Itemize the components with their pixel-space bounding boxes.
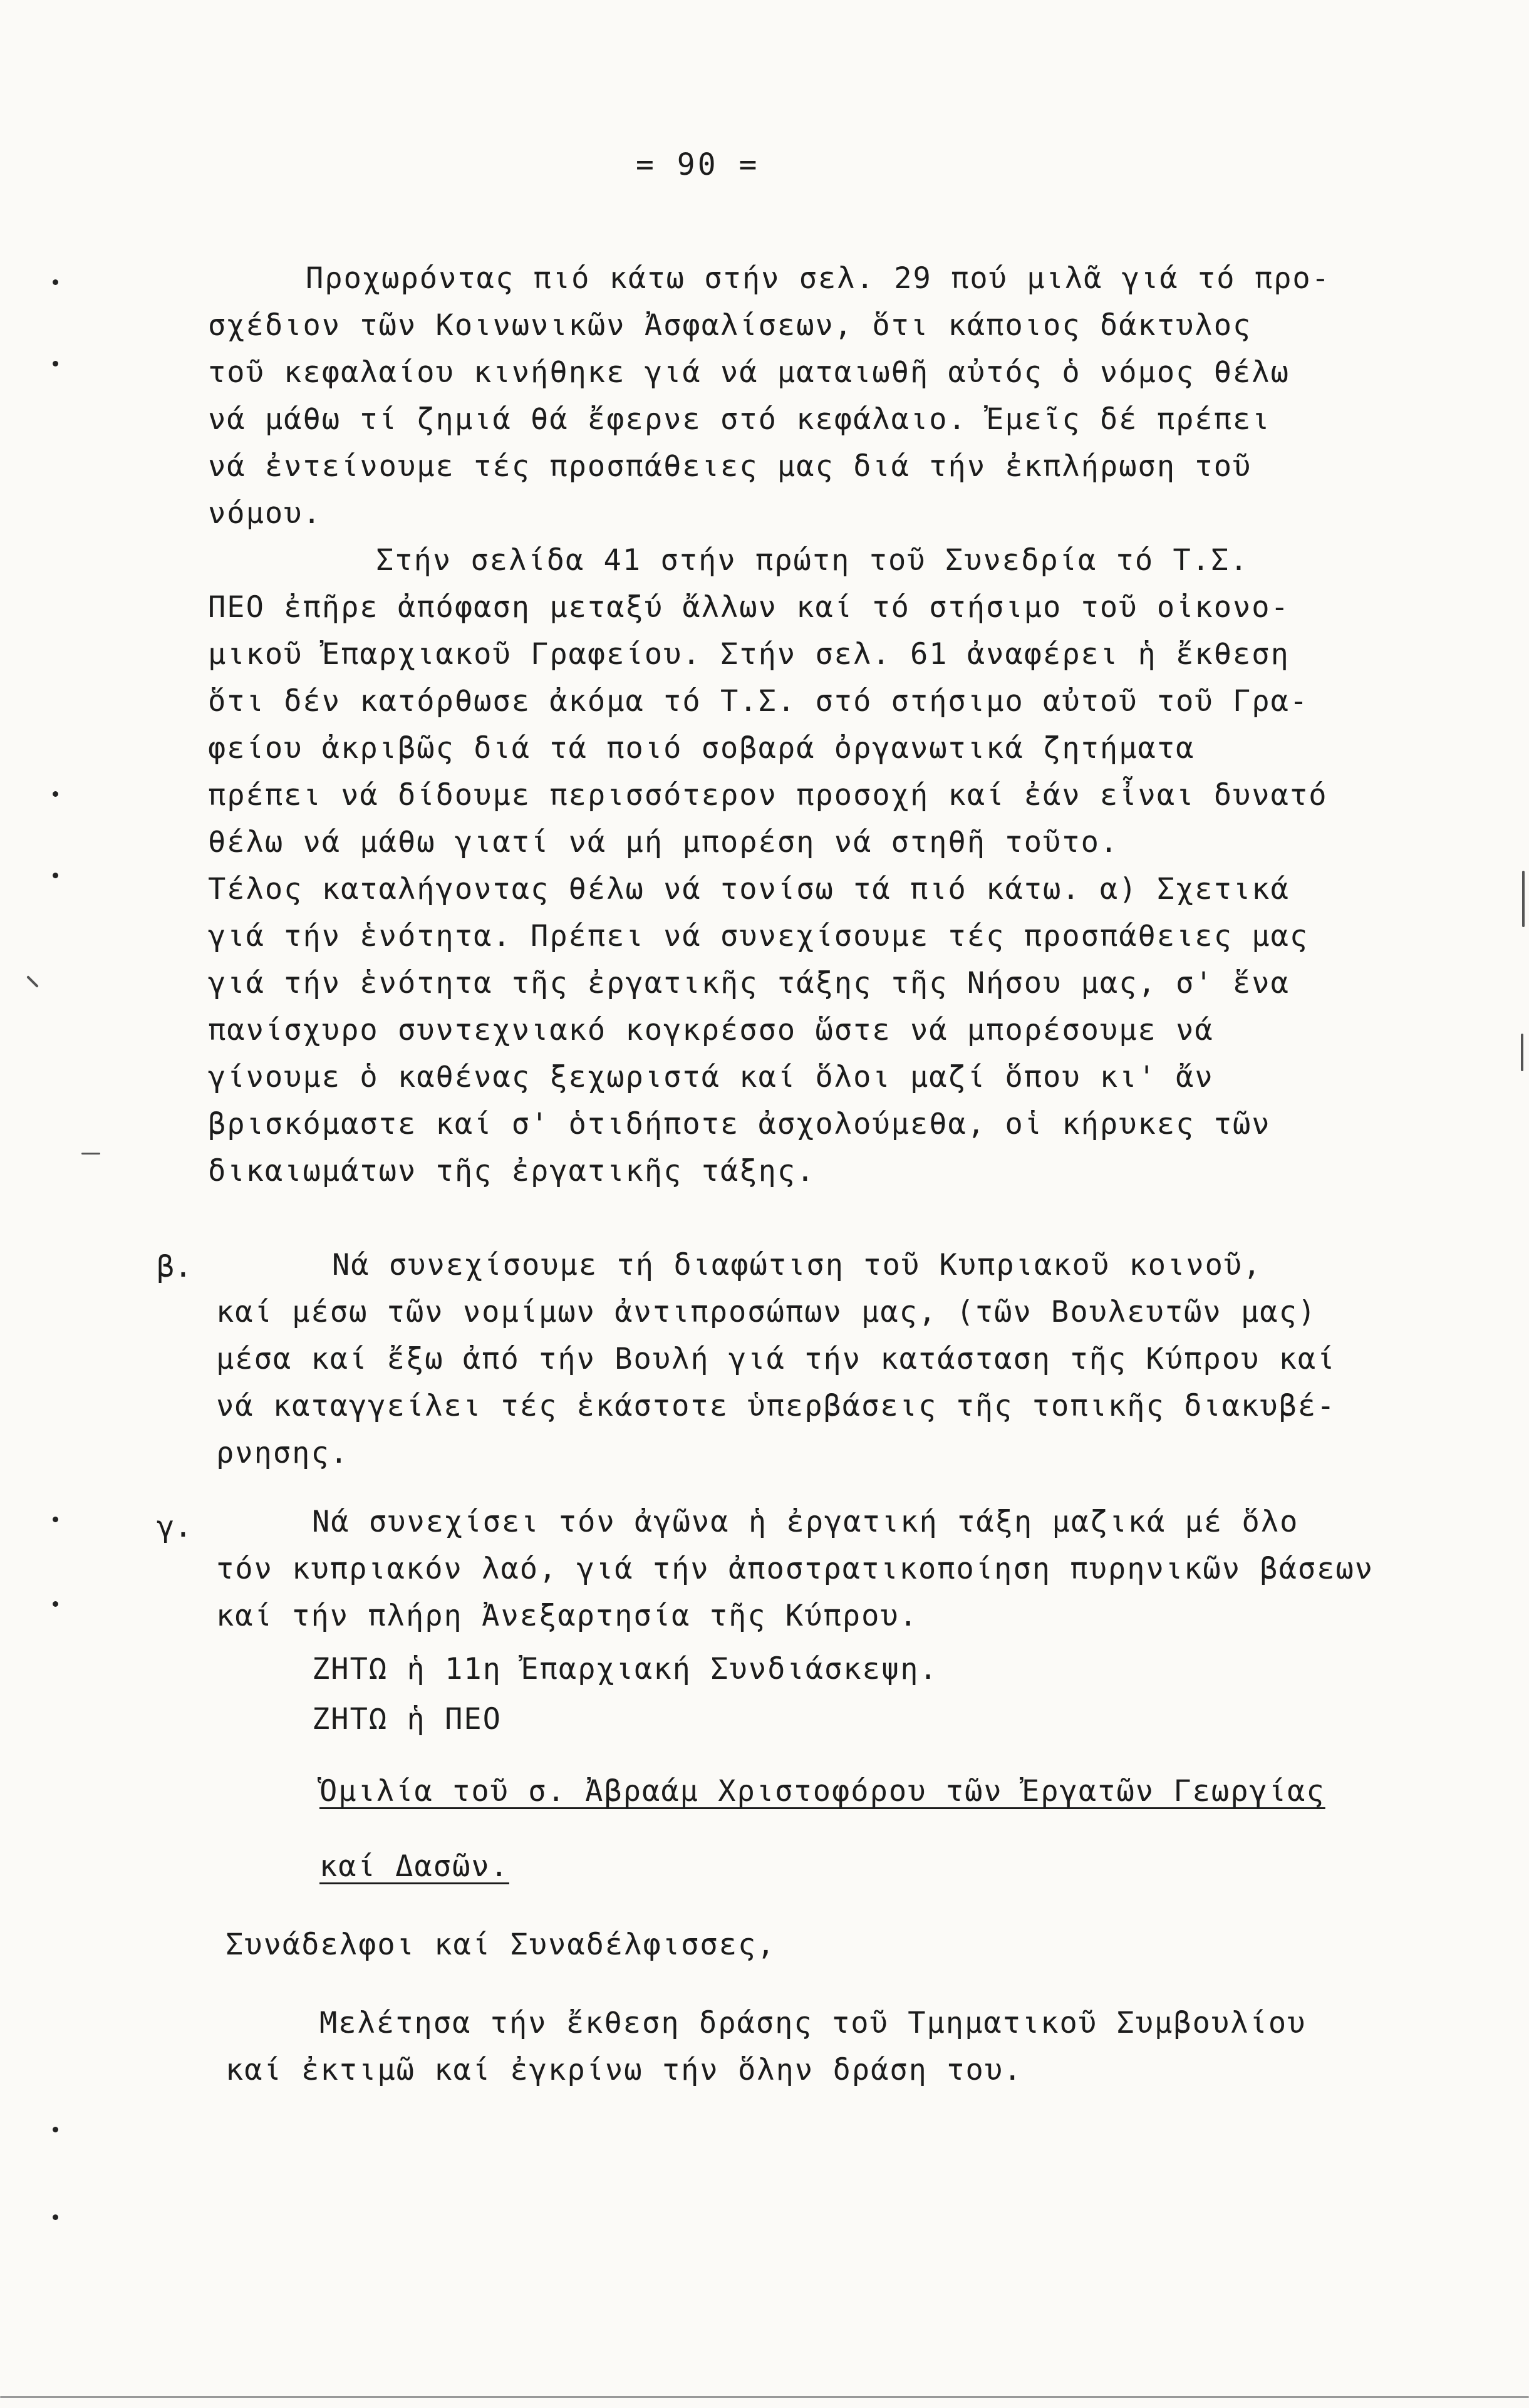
- closing-line: Μελέτησα τήν ἔκθεση δράσης τοῦ Τμηματικοῦ Συμβουλίου: [319, 2006, 1307, 2040]
- scan-dot: [53, 361, 58, 366]
- scan-mark: [1522, 871, 1525, 927]
- scan-dot: [53, 2127, 58, 2132]
- scan-dot: [53, 279, 58, 285]
- paragraph1-line: νά μάθω τί ζημιά θά ἔφερνε στό κεφάλαιο. Ἐμεῖς δέ πρέπει: [208, 402, 1271, 437]
- paragraph2-line: φείου ἀκριβῶς διά τά ποιό σοβαρά ὀργανωτικά ζητήματα: [208, 731, 1195, 765]
- item-c-line: καί τήν πλήρη Ἀνεξαρτησία τῆς Κύπρου.: [216, 1599, 918, 1633]
- scan-mark: [1521, 1034, 1523, 1071]
- item-b-line: νά καταγγείλει τές ἑκάστοτε ὑπερβάσεις τῆς τοπικῆς διακυβέ-: [216, 1389, 1336, 1423]
- item-c-line: τόν κυπριακόν λαό, γιά τήν ἀποστρατικοποίηση πυρηνικῶν βάσεων: [216, 1552, 1374, 1586]
- paragraph2-line: Στήν σελίδα 41 στήν πρώτη τοῦ Συνεδρία τό Τ.Σ.: [376, 543, 1249, 578]
- paragraph2-line: γιά τήν ἑνότητα τῆς ἐργατικῆς τάξης τῆς Νήσου μας, σ' ἕνα: [208, 966, 1290, 1000]
- closing-line: καί ἐκτιμῶ καί ἐγκρίνω τήν ὅλην δράση του.: [225, 2053, 1023, 2087]
- item-b-line: μέσα καί ἔξω ἀπό τήν Βουλή γιά τήν κατάσταση τῆς Κύπρου καί: [216, 1342, 1336, 1376]
- paragraph2-line: Τέλος καταλήγοντας θέλω νά τονίσω τά πιό κάτω. α) Σχετικά: [208, 872, 1290, 906]
- paragraph1-line: σχέδιον τῶν Κοινωνικῶν Ἀσφαλίσεων, ὅτι κάποιος δάκτυλος: [208, 308, 1252, 343]
- item-b-line: καί μέσω τῶν νομίμων ἀντιπροσώπων μας, (τῶν Βουλευτῶν μας): [216, 1295, 1317, 1329]
- item-b-line: Νά συνεχίσουμε τή διαφώτιση τοῦ Κυπριακοῦ κοινοῦ,: [332, 1248, 1262, 1282]
- speech-title: Ὁμιλία τοῦ σ. Ἀβραάμ Χριστοφόρου τῶν Ἐργατῶν Γεωργίας: [319, 1774, 1325, 1809]
- paragraph1-line: Προχωρόντας πιό κάτω στήν σελ. 29 πού μιλᾶ γιά τό προ-: [306, 261, 1331, 296]
- paragraph2-line: γιά τήν ἑνότητα. Πρέπει νά συνεχίσουμε τές προσπάθειες μας: [208, 919, 1309, 953]
- speech-title: καί Δασῶν.: [319, 1849, 509, 1884]
- paragraph2-line: βρισκόμαστε καί σ' ὁτιδήποτε ἀσχολούμεθα, οἱ κήρυκες τῶν: [208, 1107, 1271, 1141]
- scan-dot: [53, 1517, 58, 1522]
- paragraph2-line: πανίσχυρο συντεχνιακό κογκρέσσο ὥστε νά μπορέσουμε νά: [208, 1013, 1214, 1047]
- slogan: ΖΗΤΩ ἡ 11η Ἐπαρχιακή Συνδιάσκεψη.: [312, 1652, 938, 1686]
- item-b-line: ρνησης.: [216, 1436, 350, 1470]
- paragraph1-line: νά ἐντείνουμε τές προσπάθειες μας διά τήν ἐκπλήρωση τοῦ: [208, 449, 1252, 484]
- slogan: ΖΗΤΩ ἡ ΠΕΟ: [312, 1702, 502, 1736]
- paragraph2-line: δικαιωμάτων τῆς ἐργατικῆς τάξης.: [208, 1154, 816, 1188]
- scan-mark: [81, 1153, 100, 1155]
- paragraph2-line: μικοῦ Ἐπαρχιακοῦ Γραφείου. Στήν σελ. 61 ἀναφέρει ἡ ἔκθεση: [208, 637, 1290, 672]
- paragraph2-line: πρέπει νά δίδουμε περισσότερον προσοχή καί ἐάν εἶναι δυνατό: [208, 778, 1328, 812]
- paragraph2-line: ΠΕΟ ἐπῆρε ἀπόφαση μεταξύ ἄλλων καί τό στήσιμο τοῦ οἰκονο-: [208, 590, 1290, 625]
- paragraph2-line: γίνουμε ὁ καθένας ξεχωριστά καί ὅλοι μαζί ὅπου κι' ἄν: [208, 1060, 1214, 1094]
- paragraph2-line: θέλω νά μάθω γιατί νά μή μπορέση νά στηθῆ τοῦτο.: [208, 825, 1119, 859]
- paragraph2-line: ὅτι δέν κατόρθωσε ἀκόμα τό Τ.Σ. στό στήσιμο αὐτοῦ τοῦ Γρα-: [208, 684, 1309, 719]
- salutation: Συνάδελφοι καί Συναδέλφισσες,: [225, 1928, 776, 1962]
- scan-dot: [53, 791, 58, 797]
- paragraph1-line: τοῦ κεφαλαίου κινήθηκε γιά νά ματαιωθῆ αὐτός ὁ νόμος θέλω: [208, 355, 1290, 390]
- item-c-label: γ.: [157, 1510, 192, 1544]
- scan-dot: [53, 2214, 58, 2220]
- paragraph1-line: νόμου.: [208, 496, 322, 531]
- item-c-line: Νά συνεχίσει τόν ἀγῶνα ἡ ἐργατική τάξη μαζικά μέ ὅλο: [312, 1505, 1299, 1539]
- scan-edge: [0, 2396, 1529, 2398]
- scan-dot: [53, 873, 58, 878]
- scan-mark: [26, 975, 39, 988]
- scan-dot: [53, 1601, 58, 1607]
- page-number: = 90 =: [636, 147, 760, 182]
- item-b-label: β.: [157, 1250, 192, 1284]
